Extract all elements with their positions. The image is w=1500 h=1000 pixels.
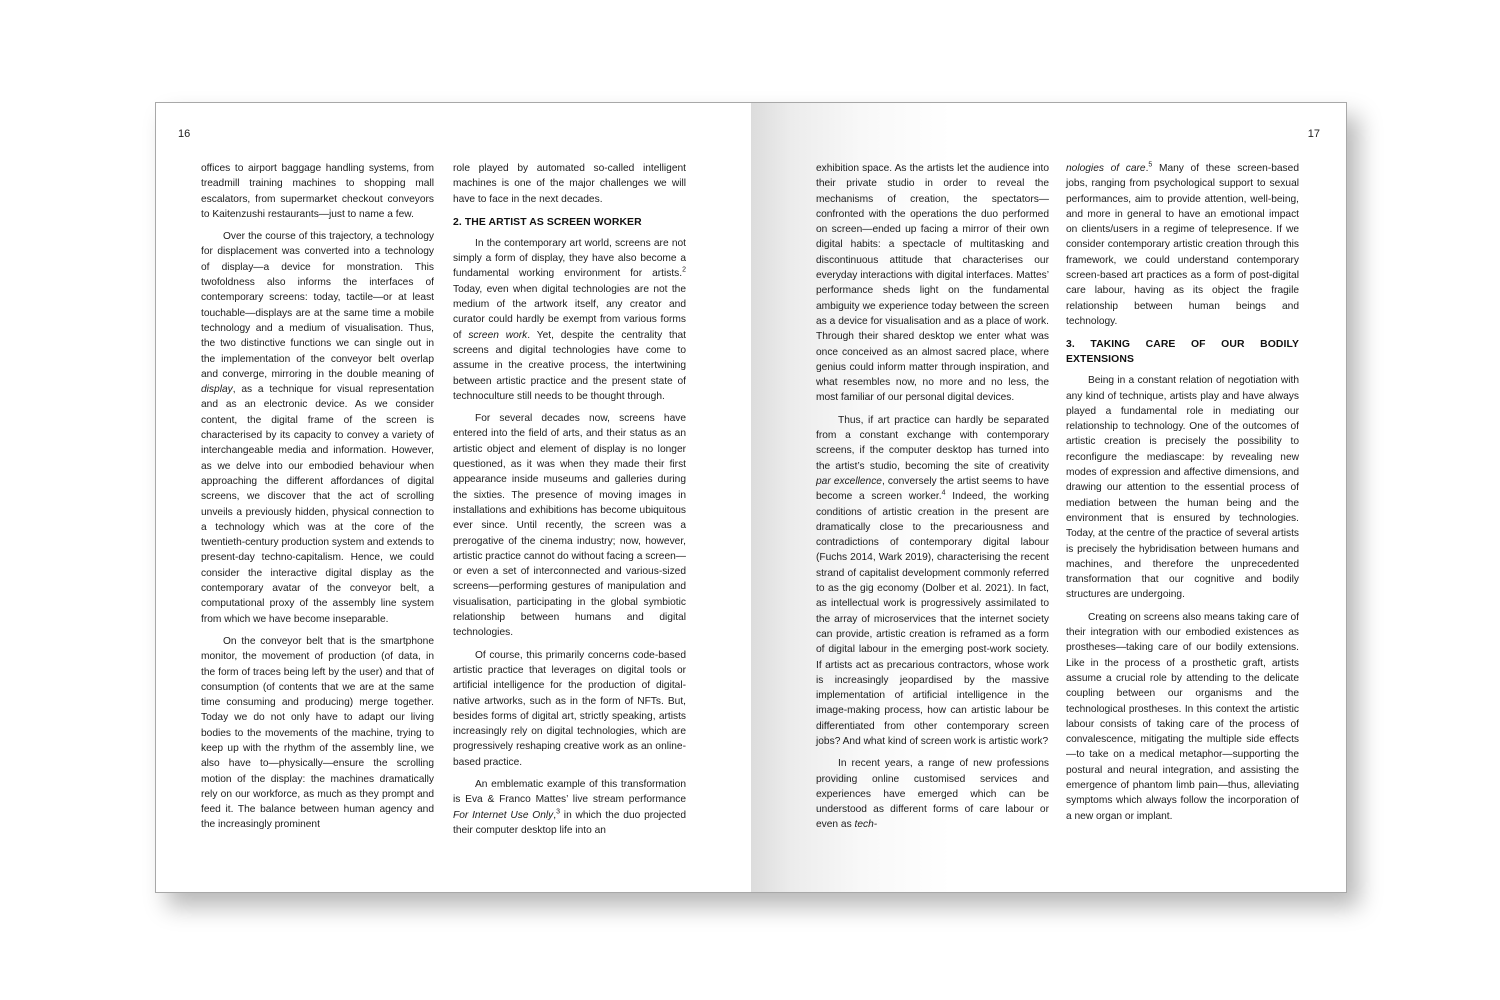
paragraph: Over the course of this trajectory, a technology for displacement was converted into a technology of display—a device for monstration. This twofoldness also informs the interfaces of contemporary screens: today, tactile—or at least touchable—displays are at the same time a mobile technology and a medium of visualisation. Thus, the two distinctive functions we can single out in the implementation of the conveyor belt overlap and converge, mirroring in the double meaning of display, as a technique for visual representation and as an electronic device. As we consider content, the digital frame of the screen is characterised by its capacity to convey a variety of interchangeable media and information. However, as we delve into our embodied behaviour when approaching the different affordances of digital screens, we discover that the act of scrolling unveils a previously hidden, physical connection to a technology which was at the core of the twentieth-century production system and extends to present-day techno-capitalism. Hence, we could consider the interactive digital display as the contemporary avatar of the conveyor belt, a computational proxy of the assembly line system from which we have become inseparable.	[201, 231, 434, 625]
paragraph: An emblematic example of this transformation is Eva & Franco Mattes’ live stream performance For Internet Use Only,$^3$ in which the duo projected their computer desktop life into an	[453, 778, 686, 836]
text-column	[201, 161, 434, 840]
paragraph: nologies of care.$^5$ Many of these screen-based jobs, ranging from psychological support to sexual performances, aim to provide attention, well-being, and more in general to have an emotional impact on clients/users in a regime of telepresence. If we consider contemporary artistic creation through this framework, we could understand contemporary screen-based art practices as a form of post-digital care labour, having as its object the fragile relationship between human beings and technology.	[1066, 161, 1299, 327]
right-page	[751, 103, 1346, 892]
paragraph: Being in a constant relation of negotiation with any kind of technique, artists play and have always played a fundamental role in mediating our relationship to technology. One of the outcomes of artistic creation is precisely the possibility to reconfigure the mediascape: by revealing new modes of expression and affective dimensions, and drawing our attention to the essential process of mediation between the human being and the environment that is ensured by technologies. Today, at the centre of the practice of several artists is precisely the hybridisation between humans and machines, and therefore the unprecedented transformation that our cognitive and bodily structures are undergoing.	[1066, 375, 1299, 601]
left-page	[156, 103, 751, 892]
paragraph: role played by automated so-called intelligent machines is one of the major challenges we will have to face in the next decades.	[453, 163, 686, 205]
paragraph: offices to airport baggage handling systems, from treadmill training machines to shopping mall escalators, from supermarket checkout conveyors to Kaitenzushi restaurants—just to name a few.	[201, 163, 434, 220]
page-number: 16	[178, 128, 191, 140]
section-heading: 3. TAKING CARE OF OUR BODILY EXTENSIONS	[1066, 339, 1299, 366]
paragraph: Of course, this primarily concerns code-based artistic practice that leverages on digital tools or artificial intelligence for the production of digital-native artworks, such as in the form of NFTs. But, besides forms of digital art, strictly speaking, artists increasingly rely on digital technologies, which are progressively reshaping creative work as an online-based practice.	[453, 649, 686, 768]
paragraph: For several decades now, screens have entered into the field of arts, and their status as an artistic object and element of display is no longer questioned, as it was when they made their first appearance inside museums and galleries during the sixties. The presence of moving images in installations and exhibitions has become ubiquitous ever since. Until recently, the screen was a prerogative of the cinema industry; now, however, artistic practice cannot do without facing a screen—or even a set of interconnected and various-sized screens—performing gestures of manipulation and visualisation, participating in the global symbiotic relationship between humans and digital technologies.	[453, 413, 686, 639]
paragraph: In recent years, a range of new professions providing online customised services and experiences have emerged which can be understood as different forms of care labour or even as tech-	[816, 758, 1049, 831]
paragraph: In the contemporary art world, screens are not simply a form of display, they have also become a fundamental working environment for artists.$^2$ Today, even when digital technologies are not the medium of the artwork itself, any creator and curator could hardly be exempt from various forms of screen work. Yet, despite the centrality that screens and digital technologies have come to assume in the creative process, the intertwining between artistic practice and the present state of technoculture still needs to be thought through.	[453, 237, 686, 402]
book-spread	[155, 102, 1347, 893]
paragraph: Creating on screens also means taking care of their integration with our embodied existences as prostheses—taking care of our bodily extensions. Like in the process of a prosthetic graft, artists assume a crucial role by attending to the delicate coupling between our organisms and the technological prostheses. In this context the artistic labour consists of taking care of the process of convalescence, mitigating the multiple side effects—to take on a medical metaphor—supporting the postural and neural integration, and assisting the emergence of phantom limb pain—thus, alleviating symptoms which always follow the incorporation of a new organ or implant.	[1066, 611, 1299, 822]
section-heading: 2. THE ARTIST AS SCREEN WORKER	[453, 216, 642, 228]
text-column	[816, 161, 1049, 840]
text-column	[453, 161, 686, 845]
paragraph: On the conveyor belt that is the smartphone monitor, the movement of production (of data, in the form of traces being left by the user) and that of consumption (of contents that we are at the same time consuming and producing) merge together. Today we do not only have to adapt our living bodies to the movements of the machine, trying to keep up with the rhythm of the assembly line, we also have to—physically—ensure the scrolling motion of the display: the machines dramatically rely on our workforce, as much as they prompt and feed it. The balance between human agency and the increasingly prominent	[201, 635, 434, 831]
page-number: 17	[1307, 128, 1320, 140]
text-column	[1066, 161, 1299, 831]
paragraph: exhibition space. As the artists let the audience into their private studio in order to reveal the mechanisms of creation, the spectators—confronted with the operations the duo performed on screen—ended up facing a mirror of their own digital habits: a spectacle of multitasking and discontinuous attitude that characterises our everyday interactions with digital interfaces. Mattes’ performance sheds light on the fundamental ambiguity we experience today between the screen as a device for visualisation and as a place of work. Through their shared desktop we enter what was once conceived as an almost sacred place, where genius could inform matter through inspiration, and what resembles now, no more and no less, the most familiar of our personal digital devices.	[816, 163, 1049, 404]
paragraph: Thus, if art practice can hardly be separated from a constant exchange with contemporary screens, if the computer desktop has turned into the artist’s studio, becoming the site of creativity par excellence, conversely the artist seems to have become a screen worker.$^4$ Indeed, the working conditions of artistic creation in the present are dramatically close to the precariousness and contradictions of contemporary digital labour (Fuchs 2014, Wark 2019), characterising the recent strand of capitalist development commonly referred to as the gig economy (Dolber et al. 2021). In fact, as intellectual work is progressively assimilated to the array of microservices that the internet society can provide, artistic creation is reframed as a form of digital labour in the emerging post-work society. If artists act as precarious contractors, whose work is increasingly jeopardised by the massive implementation of artificial intelligence in the image-making process, how can artistic labour be differentiated from other contemporary screen jobs? And what kind of screen work is artistic work?	[816, 414, 1049, 747]
